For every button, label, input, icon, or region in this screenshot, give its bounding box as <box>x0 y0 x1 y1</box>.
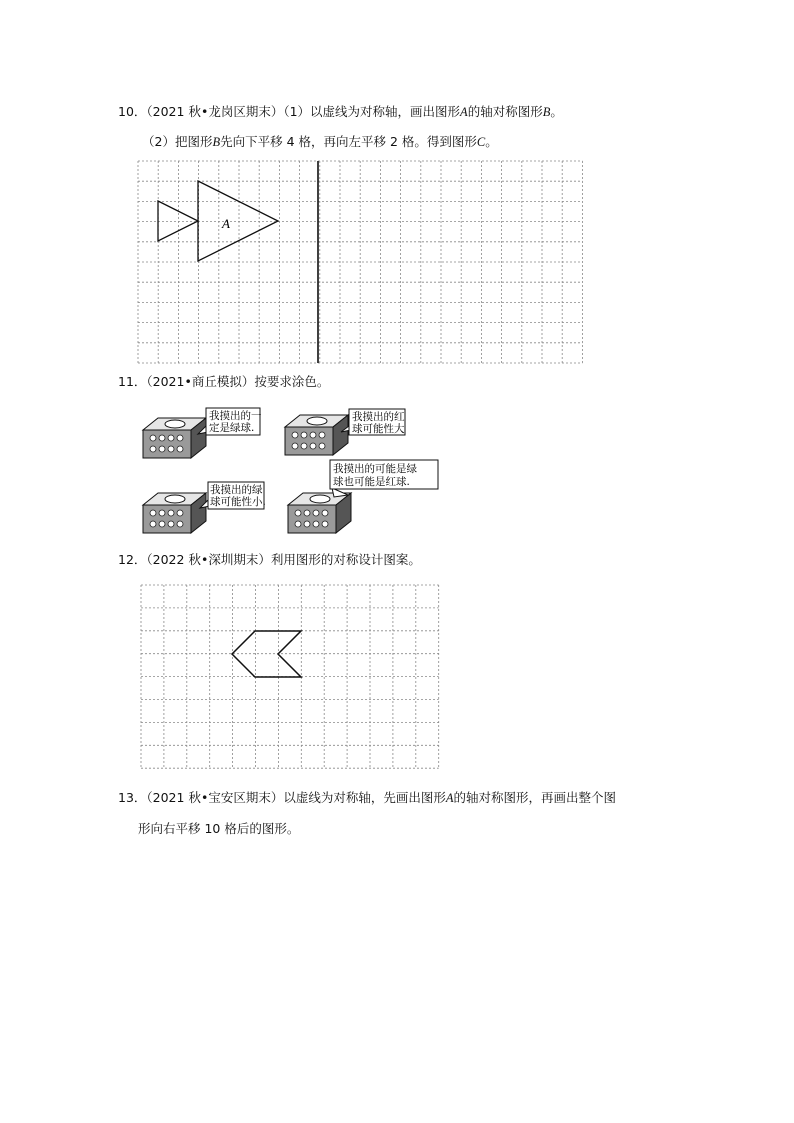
bubble-1-line2: 定是绿球. <box>209 422 255 434</box>
bubble-3-line1: 我摸出的绿 <box>210 484 263 496</box>
speech-bubble-1 <box>198 408 262 435</box>
q11-box-1[interactable] <box>143 408 262 458</box>
q10-part2-text-a: （2）把图形 <box>142 134 213 149</box>
q13-text-b: 的轴对称图形，再画出整个图 <box>453 790 616 805</box>
bubble-2-line1: 我摸出的红 <box>352 411 405 423</box>
speech-bubble-4 <box>330 460 438 497</box>
q10-big-triangle-a <box>198 181 278 261</box>
q10-line2 <box>142 133 498 151</box>
q10-number: 10． <box>118 104 147 119</box>
speech-bubble-2 <box>341 409 405 435</box>
q13-line1 <box>118 789 616 807</box>
q10-part2-end: 。 <box>485 134 498 149</box>
q11-text: 按要求涂色。 <box>254 374 330 389</box>
q11-figure <box>138 400 458 540</box>
bubble-1-line1: 我摸出的一 <box>209 410 262 422</box>
q11-box-4[interactable] <box>288 460 438 533</box>
q10-part1-end: 。 <box>550 104 563 119</box>
bubble-2-line2: 球可能性大 <box>352 423 405 435</box>
q13-text-c: 形向右平移 10 格后的图形。 <box>138 821 300 836</box>
q13-source: （2021 秋•宝安区期末） <box>146 790 284 805</box>
q13-line2 <box>138 820 299 838</box>
q13-number: 13． <box>118 790 147 805</box>
q10-grid-figure <box>138 161 582 363</box>
bubble-3-line2: 球可能性小. <box>210 496 266 508</box>
bubble-4-line2: 球也可能是红球. <box>333 476 410 488</box>
q10-var-a: A <box>460 105 468 119</box>
q12-number: 12． <box>118 552 147 567</box>
q10-var-c: C <box>476 135 486 149</box>
q11-source: （2021•商丘模拟） <box>146 374 255 389</box>
speech-bubble-3 <box>200 482 266 509</box>
q10-grid-lines <box>138 161 582 363</box>
q10-line1 <box>118 103 563 121</box>
q12-line <box>118 551 421 569</box>
q10-var-b: B <box>542 105 551 119</box>
q12-grid-figure <box>141 585 438 770</box>
q12-source: （2022 秋•深圳期末） <box>146 552 271 567</box>
q10-part2-text-b: 先向下平移 4 格，再向左平移 2 格。得到图形 <box>220 134 477 149</box>
q13-var-a: A <box>445 791 454 805</box>
q10-source: （2021 秋•龙岗区期末） <box>146 104 284 119</box>
q11-line <box>118 373 329 391</box>
bubble-4-line1: 我摸出的可能是绿 <box>333 463 417 475</box>
q11-number: 11． <box>118 374 147 389</box>
q11-box-3[interactable] <box>143 482 266 533</box>
q10-var-b2: B <box>212 135 221 149</box>
q10-part1-text-a: （1）以虚线为对称轴，画出图形 <box>283 104 461 119</box>
q11-box-2[interactable] <box>285 409 405 455</box>
q12-text: 利用图形的对称设计图案。 <box>270 552 421 567</box>
q10-figure-label: A <box>222 216 230 231</box>
q13-text-a: 以虚线为对称轴，先画出图形 <box>283 790 446 805</box>
q10-part1-text-b: 的轴对称图形 <box>467 104 543 119</box>
